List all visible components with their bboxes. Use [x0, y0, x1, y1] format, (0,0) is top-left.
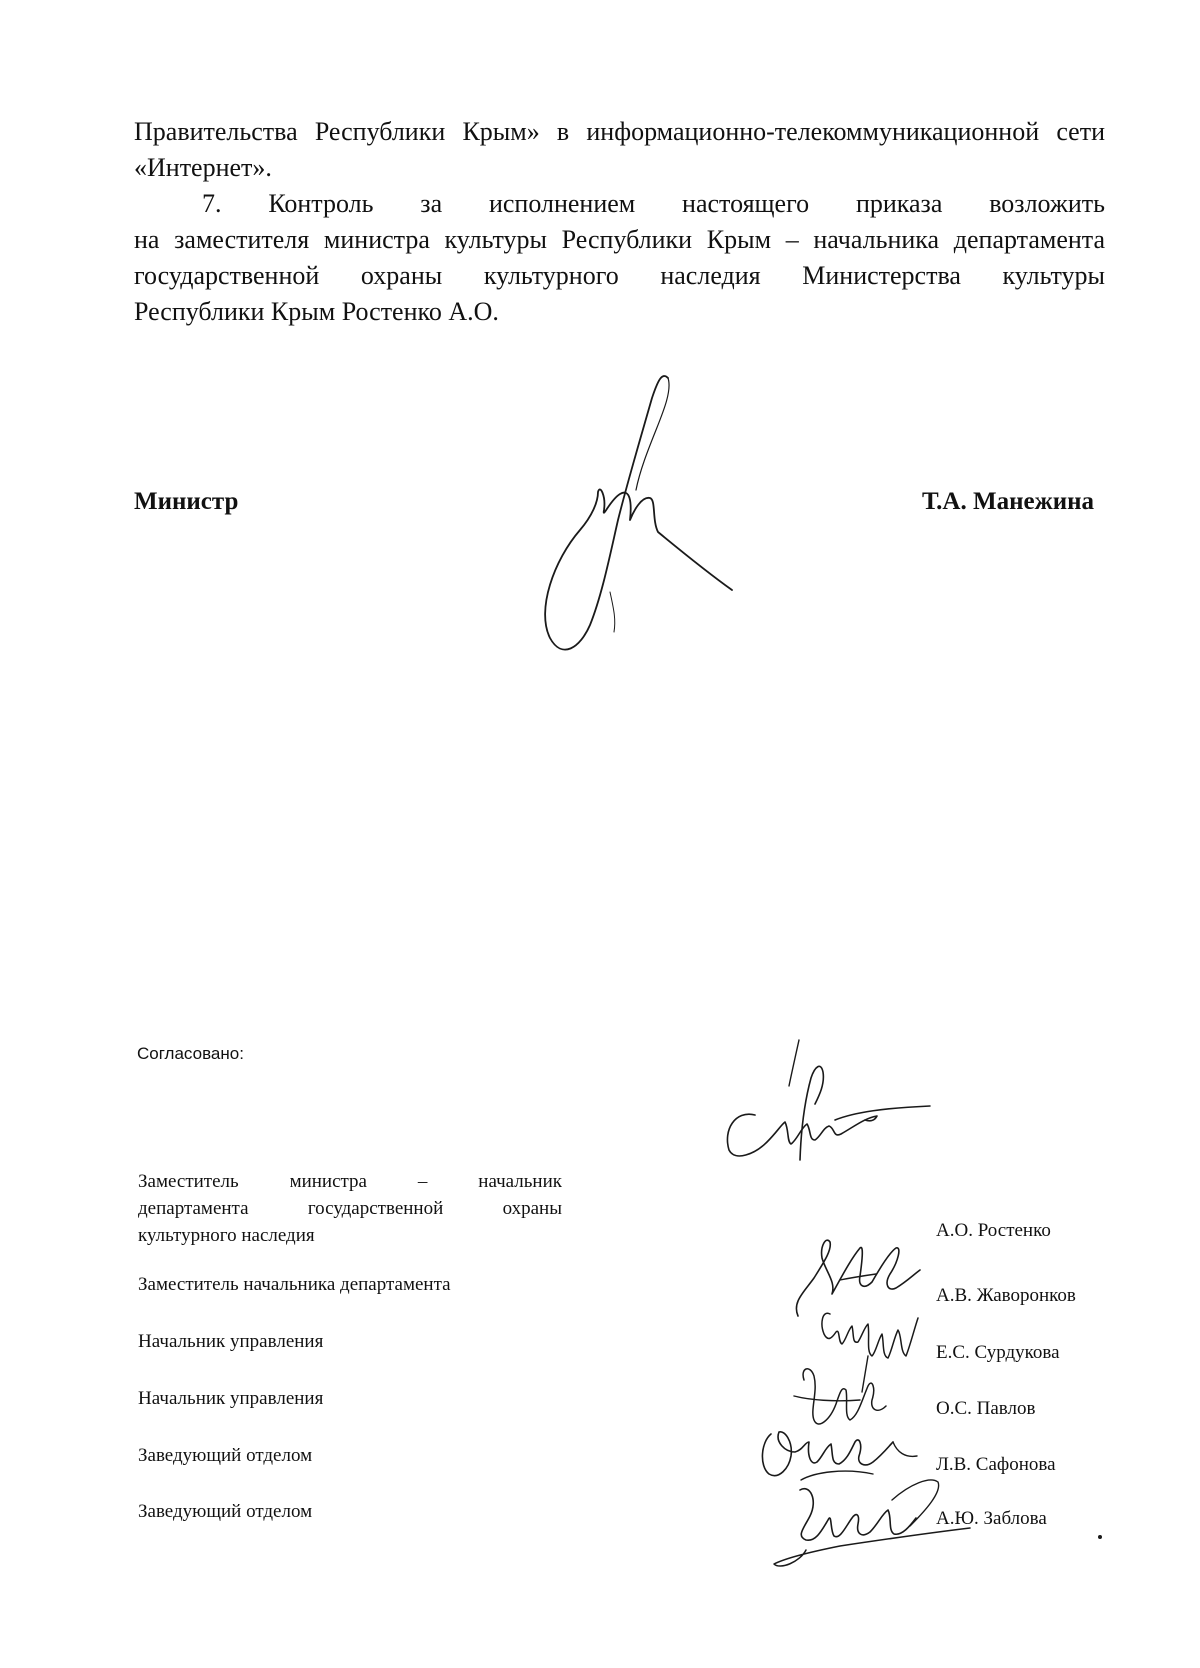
- text-line: «Интернет».: [134, 153, 272, 182]
- position-line: Заместитель министра – начальник: [138, 1171, 562, 1192]
- signatory-name: Т.А. Манежина: [922, 488, 1095, 515]
- approver-position: Заведующий отделом: [138, 1445, 313, 1466]
- approver-name: Е.С. Сурдукова: [936, 1342, 1060, 1363]
- text-line: на заместителя министра культуры Республики Крым – начальника департамента: [134, 225, 1105, 254]
- position-line: департамента государственной охраны: [138, 1198, 562, 1219]
- approver-name: А.В. Жаворонков: [936, 1285, 1076, 1306]
- approver-signature: [770, 1470, 980, 1580]
- approver-name: Л.В. Сафонова: [936, 1454, 1056, 1475]
- approver-position: Начальник управления: [138, 1331, 324, 1352]
- approver-signature: [715, 1070, 945, 1160]
- text-line: Республики Крым Ростенко А.О.: [134, 297, 499, 326]
- order-text: [134, 114, 1105, 330]
- approval-title: Согласовано:: [137, 1044, 244, 1063]
- minister-signature: [540, 370, 750, 660]
- text-line: государственной охраны культурного наследия Министерства культуры: [134, 261, 1105, 290]
- position-line: культурного наследия: [138, 1225, 315, 1246]
- stray-mark: [1098, 1535, 1102, 1539]
- approver-position: [138, 1168, 562, 1249]
- approver-name: А.Ю. Заблова: [936, 1508, 1047, 1529]
- approver-position: Заместитель начальника департамента: [138, 1274, 451, 1295]
- approver-name: О.С. Павлов: [936, 1398, 1036, 1419]
- approver-position: Начальник управления: [138, 1388, 324, 1409]
- signatory-position: Министр: [134, 488, 239, 515]
- approver-name: А.О. Ростенко: [936, 1220, 1051, 1241]
- text-line: 7. Контроль за исполнением настоящего приказа возложить: [202, 189, 1105, 218]
- text-line: Правительства Республики Крым» в информационно-телекоммуникационной сети: [134, 117, 1105, 146]
- approver-position: Заведующий отделом: [138, 1501, 313, 1522]
